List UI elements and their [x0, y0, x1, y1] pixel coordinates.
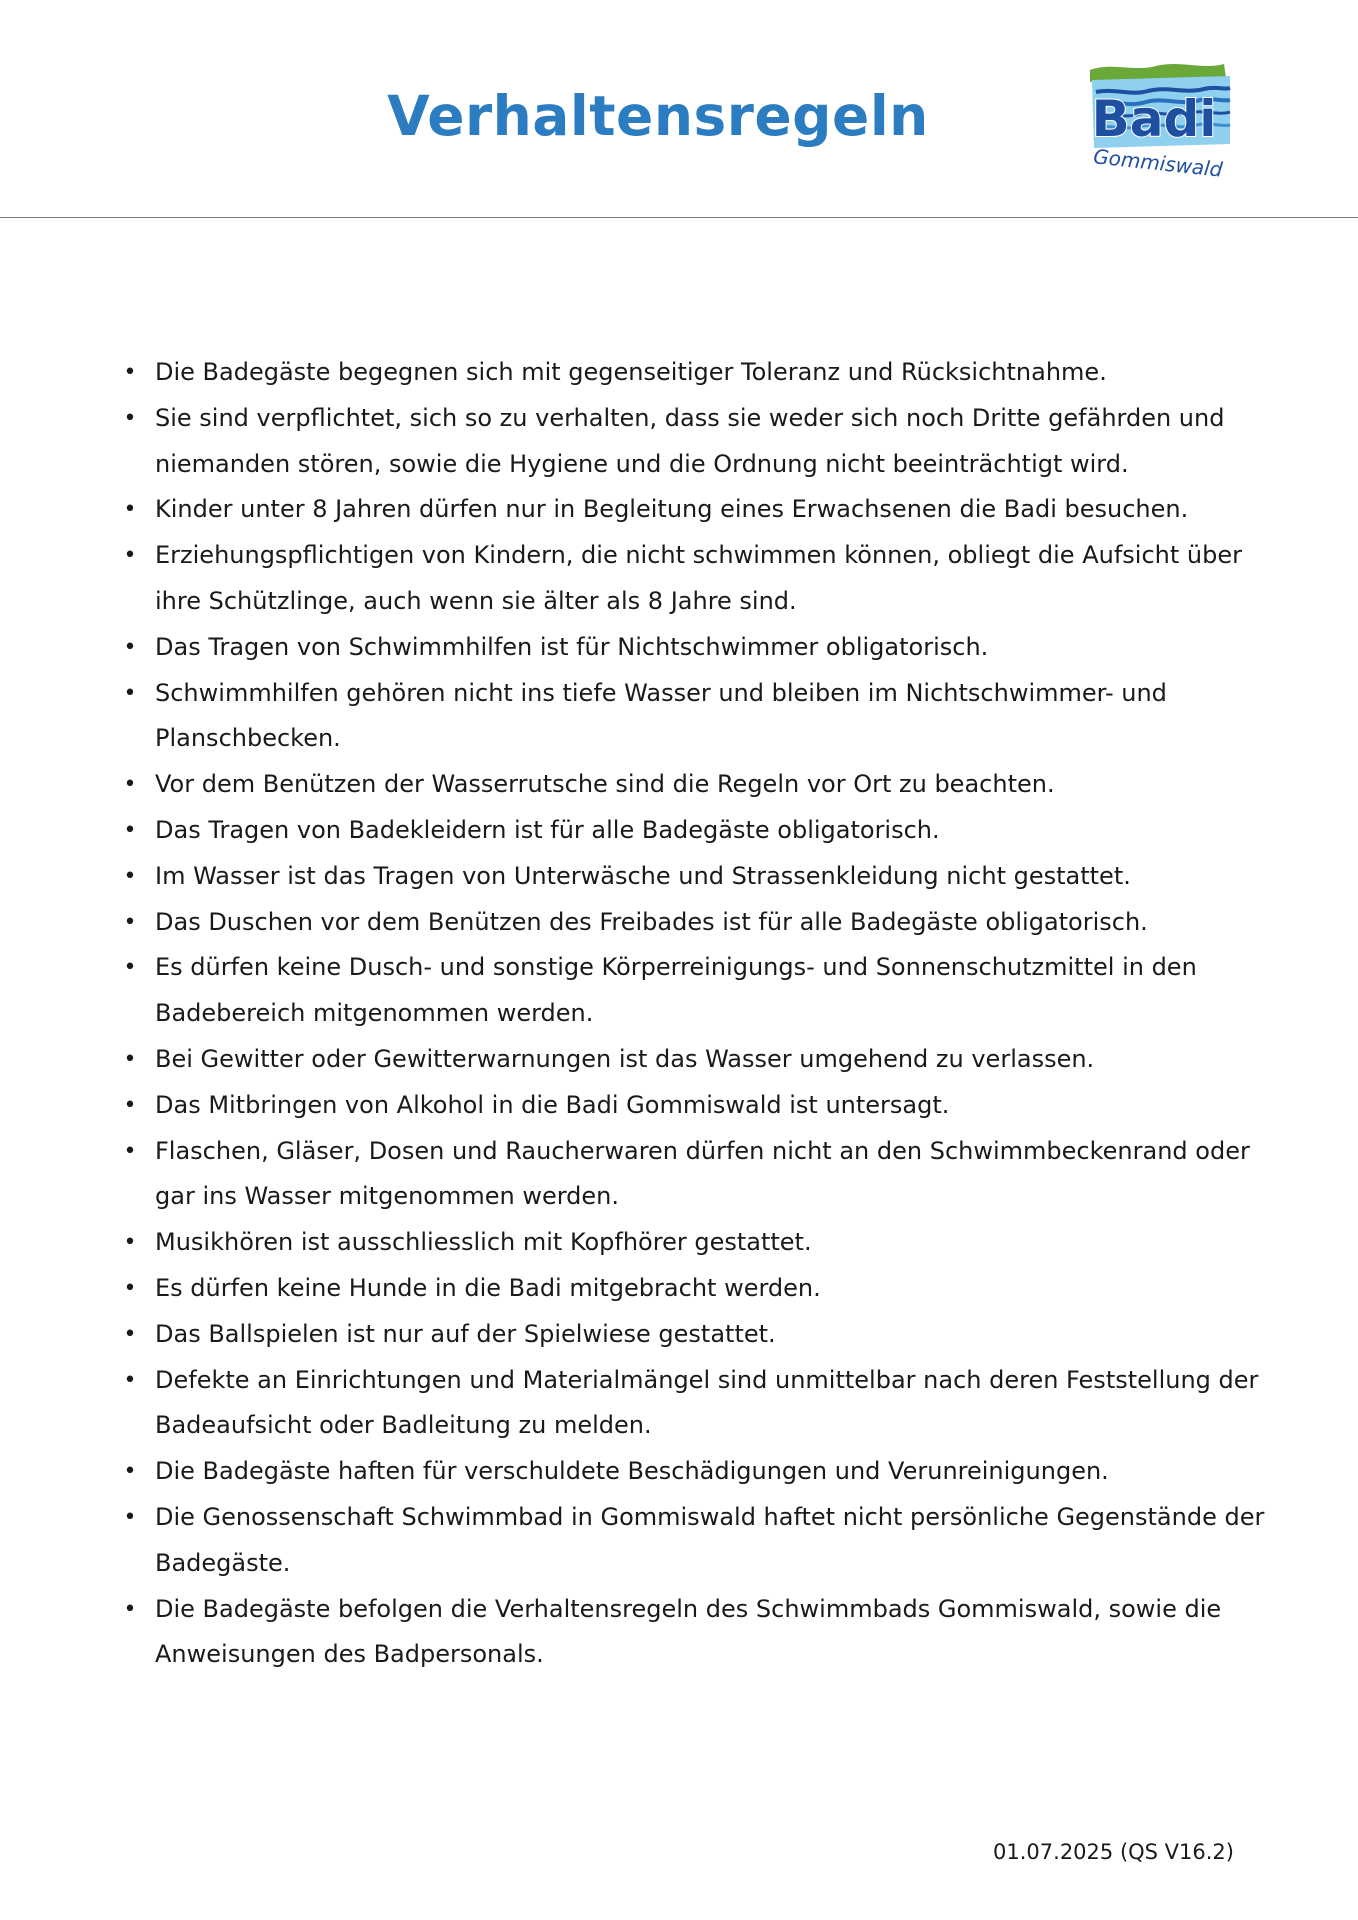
logo-sub-text: Gommiswald — [1092, 144, 1224, 182]
page-title: Verhaltensregeln — [387, 84, 929, 148]
rule-text: Es dürfen keine Dusch- und sonstige Körperreinigungs- und Sonnenschutzmittel in den Badebereich mitgenommen werden. — [155, 953, 1197, 1028]
rule-item — [0, 808, 1265, 854]
rule-text: Musikhören ist ausschliesslich mit Kopfhörer gestattet. — [155, 1228, 812, 1257]
rules-list — [0, 350, 1358, 1678]
rule-item — [0, 1495, 1265, 1587]
bullet-icon: • — [123, 817, 137, 843]
rule-text: Kinder unter 8 Jahren dürfen nur in Begleitung eines Erwachsenen die Badi besuchen. — [155, 495, 1189, 524]
bullet-icon: • — [123, 1459, 137, 1485]
bullet-icon: • — [123, 1596, 137, 1622]
rule-item — [0, 945, 1265, 1037]
bullet-icon: • — [123, 405, 137, 431]
bullet-icon: • — [123, 955, 137, 981]
rule-text: Flaschen, Gläser, Dosen und Raucherwaren dürfen nicht an den Schwimmbeckenrand oder gar ins Wasser mitgenommen werden. — [155, 1136, 1250, 1211]
rule-item — [0, 671, 1265, 763]
rule-text: Bei Gewitter oder Gewitterwarnungen ist das Wasser umgehend zu verlassen. — [155, 1044, 1095, 1073]
rule-item — [0, 854, 1265, 900]
bullet-icon: • — [123, 497, 137, 523]
rule-text: Erziehungspflichtigen von Kindern, die nicht schwimmen können, obliegt die Aufsicht über ihre Schützlinge, auch wenn sie älter als 8 Jahre sind. — [155, 541, 1242, 615]
rule-item — [0, 1449, 1265, 1495]
rule-text: Das Mitbringen von Alkohol in die Badi Gommiswald ist untersagt. — [155, 1090, 950, 1119]
rule-item — [0, 1587, 1265, 1679]
rule-item — [0, 1358, 1265, 1450]
rule-item — [0, 1266, 1265, 1312]
rule-text: Defekte an Einrichtungen und Materialmängel sind unmittelbar nach deren Feststellung der Badeaufsicht oder Badleitung zu melden. — [155, 1365, 1259, 1440]
rule-item — [0, 762, 1265, 808]
bullet-icon: • — [123, 1321, 137, 1347]
rule-item — [0, 1083, 1265, 1129]
badi-gommiswald-logo — [1084, 58, 1236, 182]
rule-item — [0, 1129, 1265, 1221]
rule-item — [0, 1220, 1265, 1266]
bullet-icon: • — [123, 634, 137, 660]
bullet-icon: • — [123, 680, 137, 706]
bullet-icon: • — [123, 1230, 137, 1256]
rule-text: Die Badegäste haften für verschuldete Beschädigungen und Verunreinigungen. — [155, 1457, 1109, 1486]
rule-item — [0, 396, 1265, 488]
bullet-icon: • — [123, 909, 137, 935]
bullet-icon: • — [123, 1046, 137, 1072]
page-header — [0, 0, 1358, 218]
rule-item — [0, 350, 1265, 396]
bullet-icon: • — [123, 1504, 137, 1530]
bullet-icon: • — [123, 360, 137, 385]
rule-text: Das Ballspielen ist nur auf der Spielwiese gestattet. — [155, 1319, 776, 1348]
bullet-icon: • — [123, 543, 137, 569]
rule-text: Die Badegäste begegnen sich mit gegenseitiger Toleranz und Rücksichtnahme. — [155, 358, 1107, 386]
rule-text: Das Tragen von Schwimmhilfen ist für Nichtschwimmer obligatorisch. — [155, 632, 989, 661]
rule-text: Vor dem Benützen der Wasserrutsche sind die Regeln vor Ort zu beachten. — [155, 770, 1055, 799]
bullet-icon: • — [123, 1092, 137, 1118]
logo-main-text: Badi — [1091, 90, 1217, 148]
bullet-icon: • — [123, 1275, 137, 1301]
rule-text: Das Tragen von Badekleidern ist für alle Badegäste obligatorisch. — [155, 815, 940, 844]
rule-item — [0, 1312, 1265, 1358]
rule-item — [0, 625, 1265, 671]
bullet-icon: • — [123, 1138, 137, 1164]
bullet-icon: • — [123, 772, 137, 798]
rule-text: Schwimmhilfen gehören nicht ins tiefe Wasser und bleiben im Nichtschwimmer- und Planschbecken. — [155, 678, 1167, 753]
rule-item — [0, 1037, 1265, 1083]
bullet-icon: • — [123, 1367, 137, 1393]
footer-date-version: 01.07.2025 (QS V16.2) — [993, 1840, 1234, 1864]
rule-text: Es dürfen keine Hunde in die Badi mitgebracht werden. — [155, 1273, 821, 1302]
bullet-icon: • — [123, 863, 137, 889]
rule-text: Die Badegäste befolgen die Verhaltensregeln des Schwimmbads Gommiswald, sowie die Anweisungen des Badpersonals. — [155, 1594, 1222, 1669]
rule-text: Im Wasser ist das Tragen von Unterwäsche und Strassenkleidung nicht gestattet. — [155, 861, 1131, 890]
rule-item — [0, 533, 1265, 625]
rule-item — [0, 900, 1265, 946]
rule-text: Die Genossenschaft Schwimmbad in Gommiswald haftet nicht persönliche Gegenstände der Badegäste. — [155, 1502, 1265, 1577]
logo-graphic-icon — [1084, 58, 1236, 182]
rule-text: Das Duschen vor dem Benützen des Freibades ist für alle Badegäste obligatorisch. — [155, 907, 1148, 936]
rule-text: Sie sind verpflichtet, sich so zu verhalten, dass sie weder sich noch Dritte gefährden und niemanden stören, sowie die Hygiene und die Ordnung nicht beeinträchtigt wird. — [155, 403, 1225, 478]
rule-item — [0, 487, 1265, 533]
